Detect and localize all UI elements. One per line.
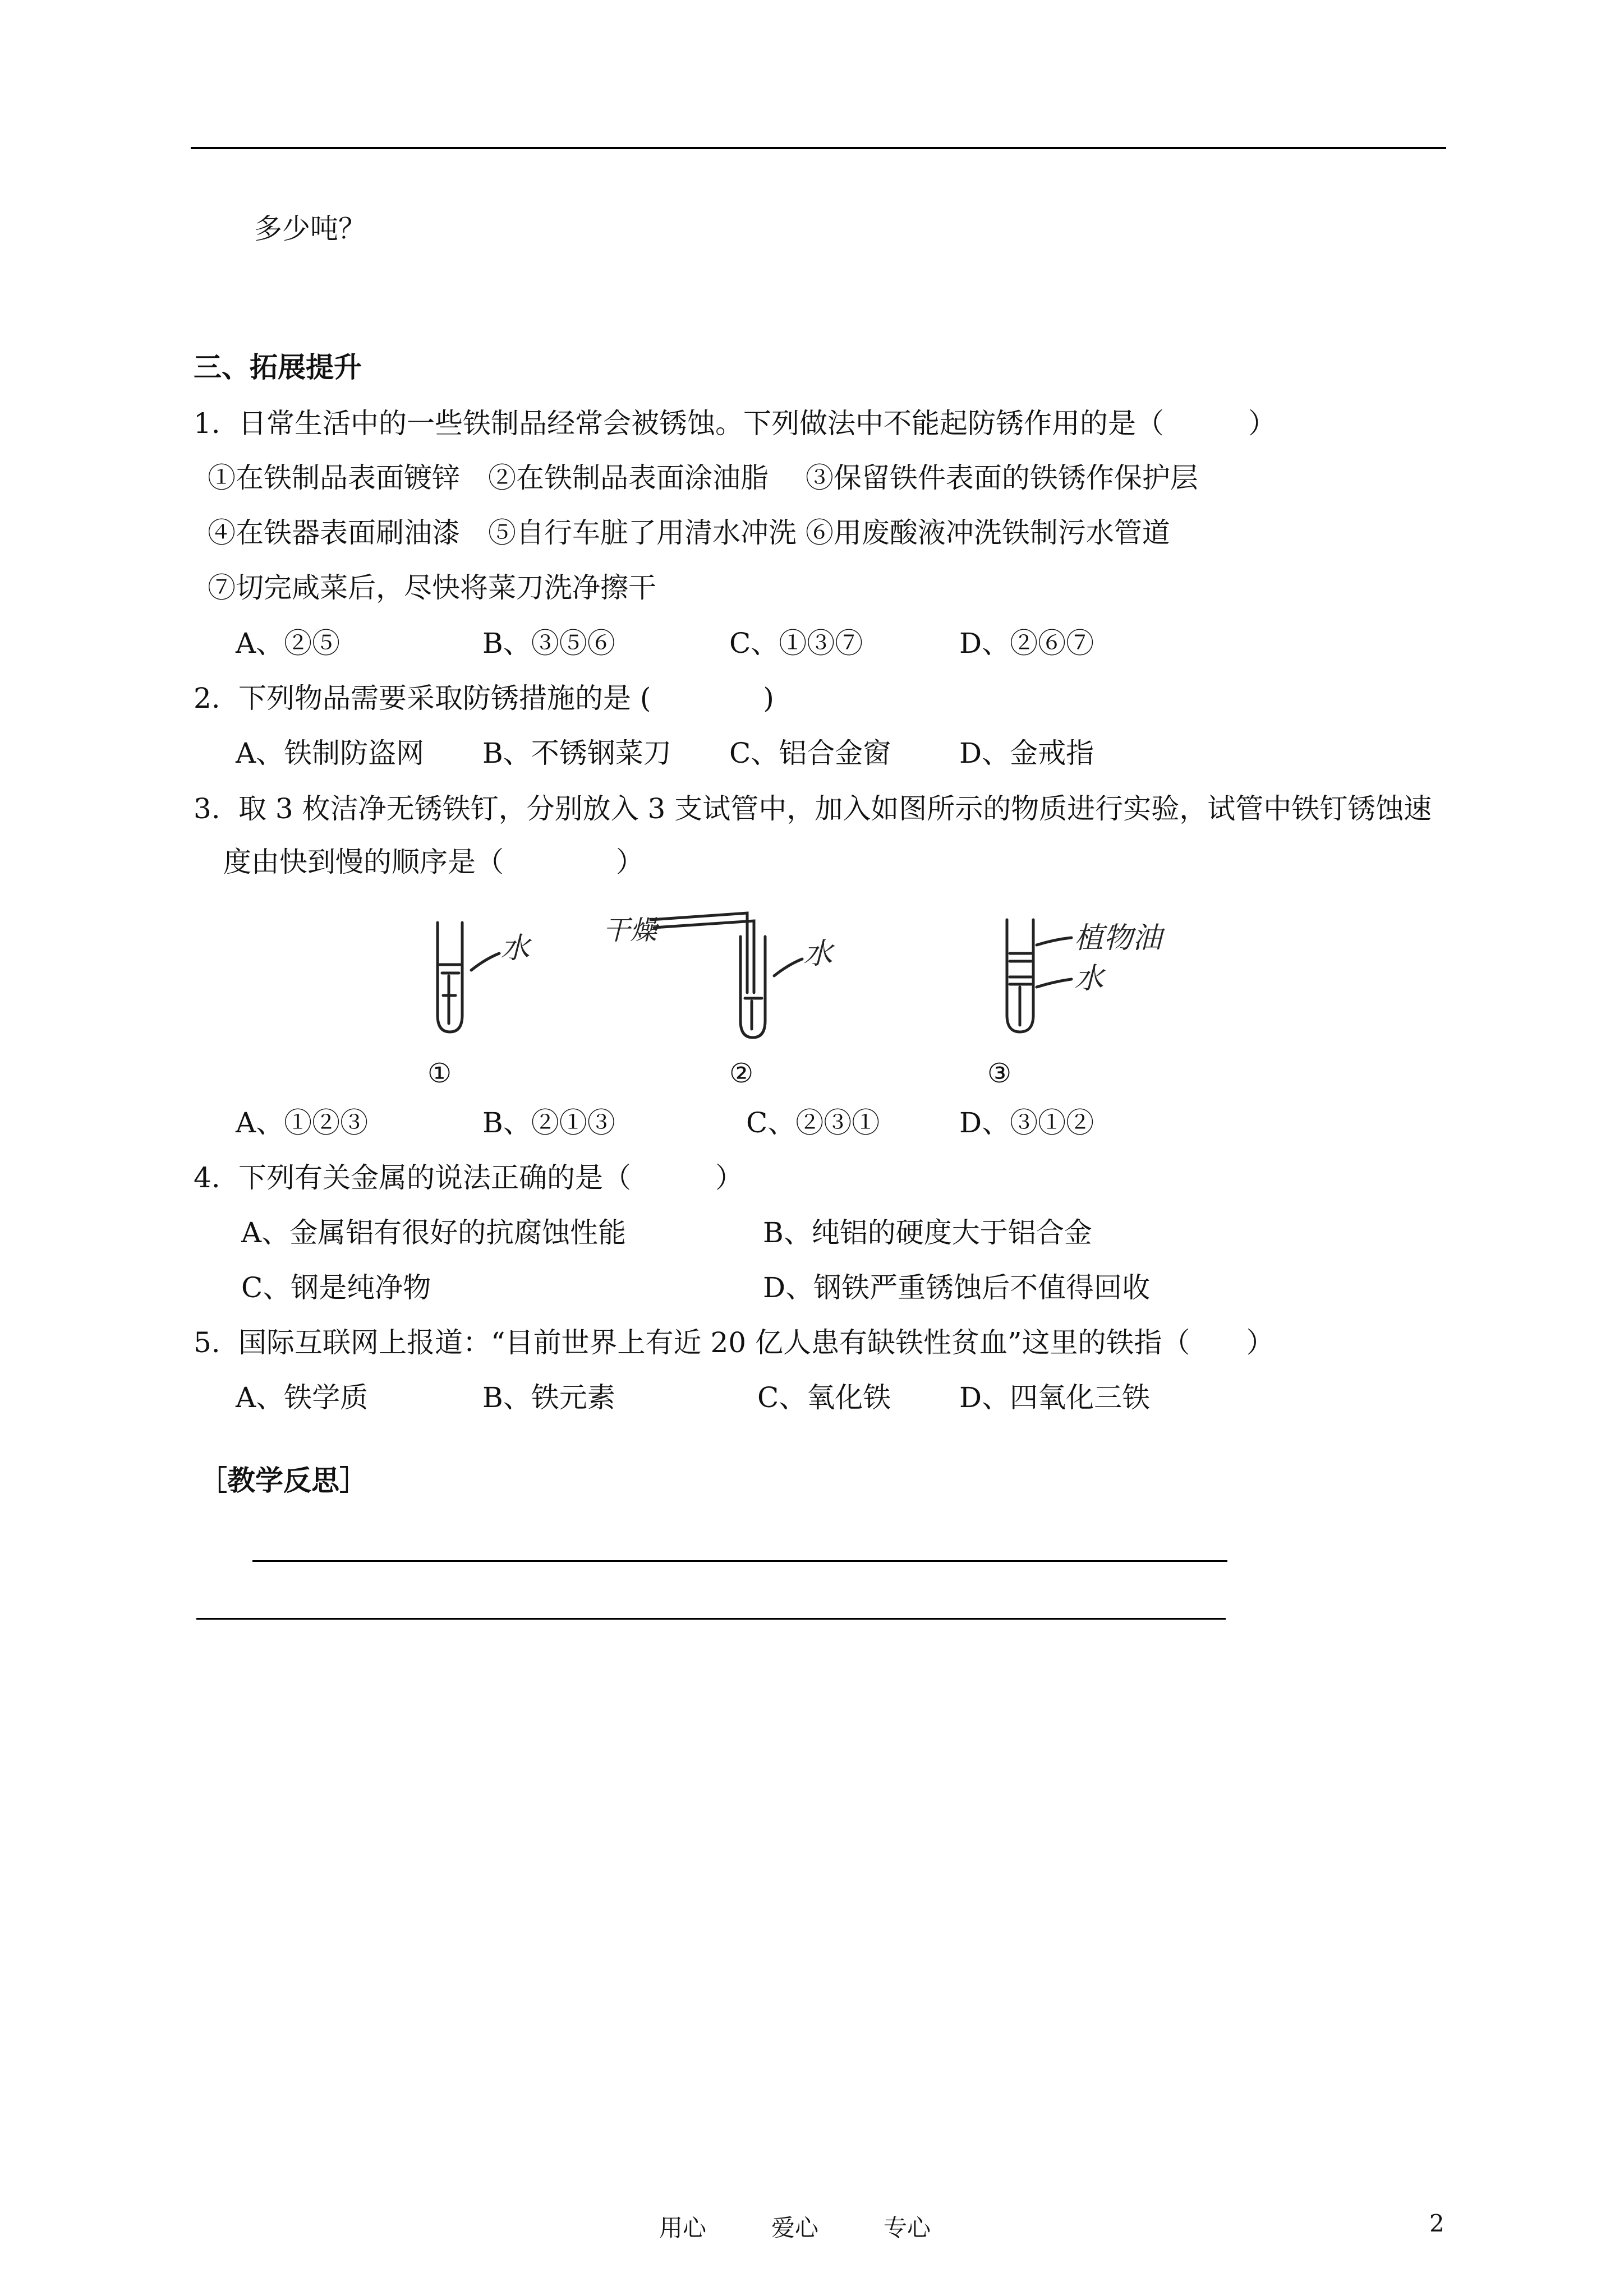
q2-stem: 下列物品需要采取防锈措施的是 ( )	[238, 682, 774, 714]
test-tube-3	[1007, 920, 1071, 1032]
q3-option-b: B、②①③	[482, 1106, 615, 1139]
q1-stem: 日常生活中的一些铁制品经常会被锈蚀。下列做法中不能起防锈作用的是（ ）	[238, 407, 1276, 440]
q2-option-b: B、不锈钢菜刀	[482, 737, 671, 769]
footer-motto-2: 爱心	[771, 2214, 819, 2242]
tube1-label-water: 水	[500, 932, 530, 965]
q4-option-d: D、钢铁严重锈蚀后不值得回收	[763, 1271, 1151, 1304]
q4-option-c: C、钢是纯净物	[241, 1271, 431, 1304]
q5-option-c: C、氧化铁	[757, 1381, 891, 1414]
test-tube-figure	[415, 892, 1234, 1099]
footer-motto-1: 用心	[659, 2214, 707, 2242]
q1-number: 1.	[194, 407, 220, 440]
reflection-title: ［教学反思］	[199, 1464, 367, 1497]
q3-option-d: D、③①②	[959, 1106, 1094, 1139]
tube2-label-water: 水	[803, 937, 833, 971]
q1-option-d: D、②⑥⑦	[959, 627, 1094, 660]
q1-option-c: C、①③⑦	[729, 627, 863, 660]
q1-item-2: ④在铁器表面刷油漆 ⑤自行车脏了用清水冲洗 ⑥用废酸液冲洗铁制污水管道	[208, 517, 1170, 549]
q1-option-b: B、③⑤⑥	[482, 627, 615, 660]
q5-number: 5.	[194, 1326, 220, 1359]
q3-stem-cont: 度由快到慢的顺序是（ ）	[223, 846, 644, 878]
q5-option-b: B、铁元素	[482, 1381, 615, 1414]
q4-number: 4.	[194, 1161, 220, 1194]
tube3-label-oil: 植物油	[1074, 921, 1162, 955]
q1-item-3: ⑦切完咸菜后，尽快将菜刀洗净擦干	[208, 571, 656, 604]
footer-motto-3: 专心	[884, 2214, 931, 2242]
q5-stem: 国际互联网上报道：“目前世界上有近 20 亿人患有缺铁性贫血”这里的铁指（ ）	[238, 1326, 1275, 1359]
reflection-line-1	[252, 1560, 1227, 1562]
test-tube-1	[438, 923, 499, 1032]
q2-number: 2.	[194, 682, 220, 714]
tube1-number: ①	[427, 1058, 452, 1089]
q3-stem: 取 3 枚洁净无锈铁钉，分别放入 3 支试管中，加入如图所示的物质进行实验，试管中铁钉锈蚀速	[238, 792, 1432, 825]
tube2-label-dry: 干燥	[603, 915, 657, 946]
tube2-number: ②	[729, 1058, 754, 1089]
q1-item-1: ①在铁制品表面镀锌 ②在铁制品表面涂油脂 ③保留铁件表面的铁锈作保护层	[208, 462, 1198, 494]
tube3-label-water: 水	[1074, 962, 1104, 995]
q2-option-d: D、金戒指	[959, 737, 1094, 769]
q2-option-a: A、铁制防盗网	[236, 737, 425, 769]
q2-option-c: C、铝合金窗	[729, 737, 891, 769]
test-tube-2	[651, 913, 802, 1038]
q4-stem: 下列有关金属的说法正确的是（ ）	[238, 1161, 743, 1194]
page-number: 2	[1429, 2210, 1444, 2237]
q4-option-a: A、金属铝有很好的抗腐蚀性能	[241, 1216, 627, 1249]
header-rule	[191, 147, 1446, 149]
q5-option-a: A、铁学质	[236, 1381, 369, 1414]
q3-option-c: C、②③①	[746, 1106, 880, 1139]
tube3-number: ③	[987, 1058, 1012, 1089]
continuation-text: 多少吨？	[254, 213, 366, 245]
q5-option-d: D、四氧化三铁	[959, 1381, 1151, 1414]
q3-option-a: A、①②③	[236, 1106, 369, 1139]
q4-option-b: B、纯铝的硬度大于铝合金	[763, 1216, 1092, 1249]
section-title: 三、拓展提升	[194, 351, 362, 384]
reflection-line-2	[196, 1618, 1226, 1620]
q3-number: 3.	[194, 792, 220, 825]
q1-option-a: A、②⑤	[236, 627, 341, 660]
